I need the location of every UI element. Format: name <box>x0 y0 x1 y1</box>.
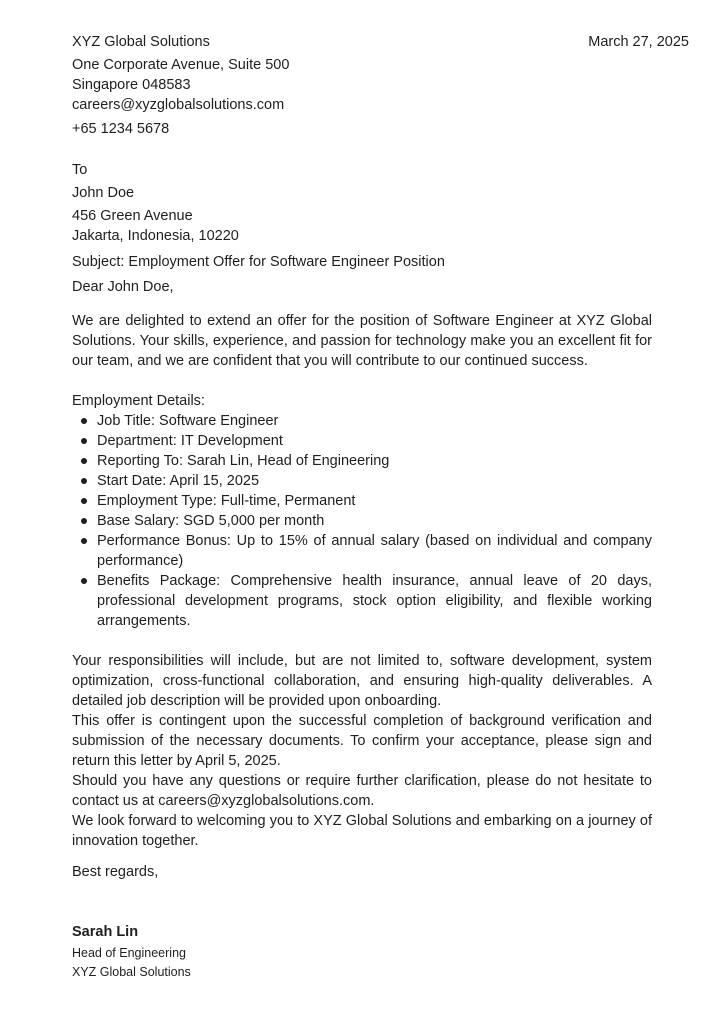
signature-block <box>72 922 652 982</box>
list-item-text: Reporting To: Sarah Lin, Head of Engineering <box>97 453 390 469</box>
list-item-text: Performance Bonus: Up to 15% of annual salary (based on individual and company performance) <box>97 533 652 569</box>
questions-paragraph: Should you have any questions or require further clarification, please do not hesitate to contact us at careers@xyzglobalsolutions.com. <box>72 773 652 809</box>
list-item <box>72 451 652 471</box>
employment-details-list <box>72 411 652 631</box>
sender-address-line2: Singapore 048583 <box>72 77 191 93</box>
bullet-icon <box>81 418 87 424</box>
recipient-block <box>72 160 652 246</box>
bullet-icon <box>81 538 87 544</box>
letter-subject: Subject: Employment Offer for Software Engineer Position <box>72 254 445 270</box>
recipient-to-label: To <box>72 162 88 178</box>
responsibilities-paragraph: Your responsibilities will include, but are not limited to, software development, system optimization, cross-functional collaboration, and ensuring high-quality deliverables. A detailed job description will be provided upon onboarding. <box>72 653 652 709</box>
list-item-text: Benefits Package: Comprehensive health insurance, annual leave of 20 days, professional development programs, stock option eligibility, and flexible working arrangements. <box>97 573 652 629</box>
list-item <box>72 471 652 491</box>
bullet-icon <box>81 478 87 484</box>
bullet-icon <box>81 578 87 584</box>
bullet-icon <box>81 458 87 464</box>
list-item <box>72 431 652 451</box>
employment-details <box>72 391 652 631</box>
bullet-icon <box>81 438 87 444</box>
signature-name: Sarah Lin <box>72 924 139 940</box>
list-item-text: Start Date: April 15, 2025 <box>97 473 260 489</box>
list-item-text: Base Salary: SGD 5,000 per month <box>97 513 325 529</box>
list-item <box>72 511 652 531</box>
sender-block <box>72 32 652 139</box>
bullet-icon <box>81 498 87 504</box>
employment-details-heading: Employment Details: <box>72 393 205 409</box>
letter-salutation: Dear John Doe, <box>72 279 174 295</box>
sender-phone: +65 1234 5678 <box>72 121 170 137</box>
list-item-text: Job Title: Software Engineer <box>97 413 279 429</box>
contingency-paragraph: This offer is contingent upon the successful completion of background verification and submission of the necessary documents. To confirm your acceptance, please sign and return this letter by April 5, 2025. <box>72 713 652 769</box>
bullet-icon <box>81 518 87 524</box>
letter-date: March 27, 2025 <box>588 34 689 50</box>
recipient-name: John Doe <box>72 185 135 201</box>
signature-title: Head of Engineering <box>72 946 186 960</box>
list-item <box>72 491 652 511</box>
list-item <box>72 411 652 431</box>
sender-address-line1: One Corporate Avenue, Suite 500 <box>72 57 290 73</box>
welcome-paragraph: We look forward to welcoming you to XYZ Global Solutions and embarking on a journey of innovation together. <box>72 813 652 849</box>
sender-email: careers@xyzglobalsolutions.com <box>72 97 285 113</box>
list-item <box>72 571 652 631</box>
signature-company: XYZ Global Solutions <box>72 965 191 979</box>
letter-closing: Best regards, <box>72 864 159 880</box>
recipient-address-line2: Jakarta, Indonesia, 10220 <box>72 228 239 244</box>
list-item-text: Department: IT Development <box>97 433 283 449</box>
list-item <box>72 531 652 571</box>
recipient-address-line1: 456 Green Avenue <box>72 208 193 224</box>
list-item-text: Employment Type: Full-time, Permanent <box>97 493 356 509</box>
sender-company: XYZ Global Solutions <box>72 34 210 50</box>
intro-paragraph: We are delighted to extend an offer for the position of Software Engineer at XYZ Global Solutions. Your skills, experience, and passion for technology make you an excellent fit for our team, and we are confident that you will contribute to our continued success. <box>72 313 652 369</box>
body-paragraphs <box>72 651 652 851</box>
